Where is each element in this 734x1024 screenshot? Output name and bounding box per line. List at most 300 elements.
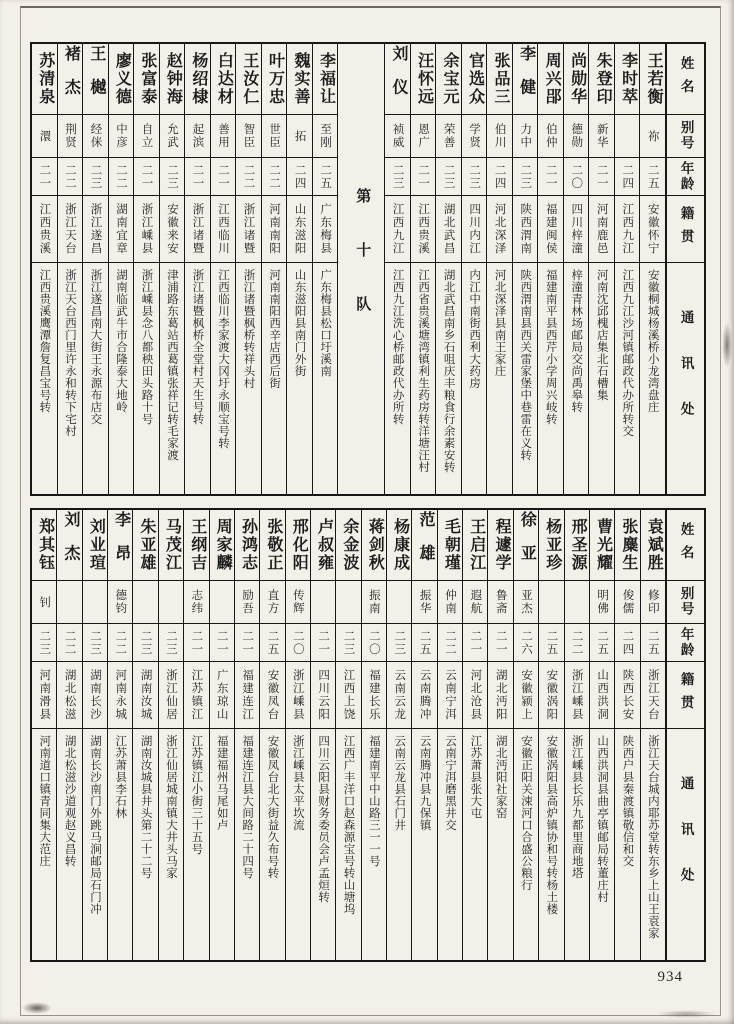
row-header-alias [667,580,704,623]
person-address-cell [83,262,108,494]
person-name-cell [641,510,665,580]
person-name: 王纲吉 [188,518,206,572]
person-address-cell [32,728,56,960]
person-address-cell [159,728,183,960]
person-name: 刘业瑄 [87,518,105,572]
person-native-place-cell [159,661,183,728]
person-native-place-cell [83,195,108,262]
person-alias-cell [590,580,614,623]
person-address-cell [387,728,411,960]
person-native-place: 河南滑县 [38,669,51,721]
person-alias-cell [83,114,108,157]
person-native-place: 河北沧县 [469,669,482,721]
person-name-cell [463,510,487,580]
row-header-label: 年龄 [678,160,694,193]
person-name-cell [108,510,132,580]
person-address: 安徽涡阳县高炉镇协和号转杨土楼 [545,735,558,915]
person-name-cell [160,44,185,114]
person-alias-cell [336,580,360,623]
row-header-name [667,44,704,114]
person-name-cell [513,44,538,114]
person-alias-cell [565,580,589,623]
person-name: 曹光耀 [594,518,612,572]
person-name: 赵钟海 [164,52,182,106]
person-address-cell [538,262,563,494]
person-age-cell [362,623,386,661]
person-age-cell [436,157,461,195]
person-native-place: 安徽涡阳 [545,669,558,721]
person-address-cell [58,262,83,494]
person-native-place: 湖北沔阳 [494,669,507,721]
person-alias: 振华 [418,589,431,615]
person-alias-cell [513,114,538,157]
person-alias-cell [463,580,487,623]
person-name: 王樾 [87,45,105,113]
person-native-place-cell [385,195,410,262]
person-age-cell [538,157,563,195]
person-column [82,44,108,494]
person-name: 徐亚 [518,511,536,579]
person-column [462,510,487,960]
row-header-label: 籍贯 [678,206,694,252]
row-header-label: 别号 [678,586,694,618]
person-alias-cell [286,580,310,623]
person-native-place-cell [57,661,81,728]
person-age: 二三 [139,629,152,656]
person-column [108,44,134,494]
person-native-place: 湖南汝城 [139,669,152,721]
person-name: 杨绍棣 [189,52,207,106]
person-age-cell [387,623,411,661]
person-name-cell [58,44,83,114]
person-native-place: 安徽怀宁 [646,203,659,255]
person-address-cell [83,728,107,960]
person-column [312,44,338,494]
person-alias: 自立 [140,123,153,149]
person-alias-cell [134,114,159,157]
person-name-cell [462,44,487,114]
person-address-cell [185,262,210,494]
person-native-place-cell [488,661,512,728]
person-alias: 学贤 [468,123,481,149]
person-native-place-cell [83,661,107,728]
person-name: 朱登印 [594,52,612,106]
person-age-cell [565,623,589,661]
row-header-label: 籍贯 [678,672,694,718]
person-alias: 亚杰 [520,589,533,615]
person-age-cell [159,623,183,661]
row-header-address [667,728,704,960]
person-address: 山西洪洞县曲亭镇邮局转董庄村 [596,735,609,903]
person-alias: 明佛 [596,589,609,615]
person-age-cell [412,623,436,661]
person-native-place: 浙江仙居 [165,669,178,721]
person-native-place-cell [133,661,157,728]
person-alias-cell [57,580,81,623]
person-name: 汪怀远 [415,52,433,106]
person-native-place: 湖北武昌 [442,203,455,255]
person-address: 浙江嵊县念八都秧田头路十号 [140,269,153,425]
person-alias-cell [210,580,234,623]
person-column [564,510,589,960]
person-name-cell [385,44,410,114]
person-age: 二五 [646,163,659,190]
person-address: 四川云阳县财务委员会卢孟烜转 [317,735,330,903]
person-alias: 励吾 [241,589,254,615]
person-alias-cell [58,114,83,157]
person-address-cell [108,728,132,960]
person-age: 二二 [63,163,76,190]
scan-smudge [22,1002,52,1014]
person-alias: 恩广 [417,123,430,149]
person-age-cell [211,157,236,195]
person-address: 湖北松滋沙道观赵义昌转 [63,735,76,867]
person-age-cell [210,623,234,661]
person-alias-cell [514,580,538,623]
person-address: 安徽正阳关涑河口合盛公粮行 [520,735,533,891]
person-age-cell [160,157,185,195]
person-address: 湖北沔阳社家窑 [494,735,507,819]
person-age-cell [133,623,157,661]
person-age: 二一 [544,163,557,190]
person-name-cell [615,44,640,114]
person-native-place-cell [134,195,159,262]
person-name: 尚勋华 [568,52,586,106]
person-age-cell [411,157,436,195]
roster-table-top [30,42,706,496]
person-age-cell [235,623,259,661]
person-name-cell [236,44,261,114]
page-number: 934 [657,969,683,985]
person-column [234,510,259,960]
person-age: 二三 [165,629,178,656]
person-native-place: 江西贵溪 [38,203,51,255]
person-age: 二二 [114,629,127,656]
person-name-cell [159,510,183,580]
person-column [56,510,81,960]
person-alias: 振南 [367,589,380,615]
person-address-cell [513,262,538,494]
person-name: 卢叔雍 [315,518,333,572]
person-name-cell [235,510,259,580]
person-name-cell [262,44,287,114]
person-name-cell [32,44,57,114]
person-native-place: 广东梅县 [319,203,332,255]
person-native-place-cell [109,195,134,262]
person-alias-cell [438,580,462,623]
person-age-cell [641,623,665,661]
person-native-place-cell [362,661,386,728]
person-name-cell [211,44,236,114]
person-column [435,44,461,494]
person-name: 张敬正 [264,518,282,572]
person-address-cell [184,728,208,960]
person-native-place-cell [487,195,512,262]
person-name: 褚杰 [62,45,80,113]
person-native-place-cell [436,195,461,262]
person-alias-cell [362,580,386,623]
person-name: 王启江 [467,518,485,572]
person-name-cell [336,510,360,580]
person-age: 二〇 [570,163,583,190]
person-alias-cell [564,114,589,157]
person-address: 江西省贵溪塘湾镇利生药房转洋塘汪村 [417,269,430,473]
person-name-cell [538,44,563,114]
person-name: 张麋生 [619,518,637,572]
person-age: 二一 [494,629,507,656]
person-native-place-cell [236,195,261,262]
person-address-cell [539,728,563,960]
person-age: 二六 [520,629,533,656]
person-name: 廖义德 [113,52,131,106]
person-address-cell [488,728,512,960]
person-native-place-cell [287,195,312,262]
person-native-place: 江西上饶 [342,669,355,721]
person-native-place-cell [387,661,411,728]
person-address: 浙江仙居城南镇大井头马家 [165,735,178,879]
person-column [82,510,107,960]
person-age-cell [311,623,335,661]
person-address-cell [236,262,261,494]
row-header-label: 通讯处 [678,309,694,448]
person-native-place: 安徽凤台 [266,669,279,721]
person-native-place: 江西九江 [391,203,404,255]
person-native-place-cell [565,661,589,728]
person-age-cell [589,157,614,195]
person-age: 二三 [88,629,101,656]
person-alias-cell [436,114,461,157]
person-name-cell [590,510,614,580]
person-native-place-cell [589,195,614,262]
person-address-cell [641,728,665,960]
person-alias-cell [641,580,665,623]
person-alias-cell [83,580,107,623]
person-address-cell [109,262,134,494]
person-name: 刘杰 [61,511,79,579]
person-column [335,510,360,960]
person-column [32,44,57,494]
person-age-cell [32,623,56,661]
person-alias: 中彦 [114,123,127,149]
row-header-age [667,157,704,195]
person-address: 安徽凤台北大街益久布号转 [266,735,279,879]
person-alias: 祯威 [391,123,404,149]
person-column [159,44,185,494]
person-age-cell [615,157,640,195]
person-age: 二三 [519,163,532,190]
person-age-cell [58,157,83,195]
person-column [209,510,234,960]
person-native-place: 河南鹿邑 [595,203,608,255]
person-native-place-cell [462,195,487,262]
person-alias-cell [313,114,338,157]
row-header-native-place [667,195,704,262]
person-native-place-cell [538,195,563,262]
person-alias-cell [211,114,236,157]
person-native-place-cell [438,661,462,728]
person-address: 福建福州马尾如卢 [215,735,228,831]
person-name-cell [565,510,589,580]
person-native-place-cell [539,661,563,728]
person-address-cell [160,262,185,494]
person-address-cell [411,262,436,494]
person-name-cell [615,510,639,580]
person-name-cell [311,510,335,580]
person-column [563,44,589,494]
person-alias-cell [589,114,614,157]
person-age: 二四 [293,163,306,190]
person-address: 云南腾冲县九保镇 [418,735,431,831]
person-name-cell [436,44,461,114]
person-name: 白达材 [215,52,233,106]
person-alias: 志纬 [190,589,203,615]
person-native-place: 安徽来安 [166,203,178,255]
person-age-cell [260,623,284,661]
person-age-cell [236,157,261,195]
person-native-place: 福建连江 [241,669,254,721]
person-column [384,44,410,494]
person-name: 张富泰 [138,52,156,106]
person-age-cell [462,157,487,195]
person-name-cell [287,44,312,114]
person-alias-cell [262,114,287,157]
row-header-alias [667,114,704,157]
person-alias-cell [385,114,410,157]
person-name: 马茂江 [163,518,181,572]
person-name: 周家麟 [214,518,232,572]
person-native-place: 河北深泽 [493,203,506,255]
person-alias: 荣善 [442,123,455,149]
person-age: 二二 [242,163,255,190]
person-column [410,44,436,494]
row-header-name [667,510,704,580]
person-native-place-cell [185,195,210,262]
person-address: 浙江天台西门里许永和转下宅村 [63,269,76,437]
person-alias-cell [539,580,563,623]
person-age: 二一 [38,163,51,190]
person-address-cell [514,728,538,960]
person-address: 梓潼青林场邮局交尚禹皋转 [570,269,583,413]
person-address: 福建南平县西芹小学周兴岐转 [544,269,557,425]
person-address: 湖南长沙南门外跳马涧邮局石门冲 [88,735,101,915]
person-age-cell [615,623,639,661]
person-native-place-cell [615,195,640,262]
person-address: 云南云龙县石门井 [393,735,406,831]
person-age: 二二 [63,629,76,656]
scan-smudge [656,1010,716,1018]
person-column [486,44,512,494]
person-alias: 至刚 [319,123,332,149]
person-address: 江西九江洗心桥邮政代办所转 [391,269,404,425]
person-address-cell [134,262,159,494]
person-age: 二四 [621,629,634,656]
person-column [210,44,236,494]
person-column [588,44,614,494]
person-age-cell [83,623,107,661]
person-column [57,44,83,494]
person-native-place: 云南云龙 [393,669,406,721]
person-name-cell [487,44,512,114]
person-column [639,44,665,494]
person-native-place: 湖北松滋 [63,669,76,721]
person-native-place: 江西贵溪 [417,203,430,255]
person-column [133,44,159,494]
person-alias: 拓 [293,129,306,143]
person-native-place: 福建长乐 [367,669,380,721]
person-native-place-cell [564,195,589,262]
row-header-age [667,623,704,661]
person-name: 杨亚珍 [543,518,561,572]
person-name: 叶万忠 [266,52,284,106]
person-alias: 德勋 [570,123,583,149]
person-name-cell [589,44,614,114]
person-address: 广东梅县松口圩溪南 [319,269,332,377]
person-age-cell [487,157,512,195]
person-age: 二二 [114,163,127,190]
person-alias-cell [538,114,563,157]
person-address-cell [463,728,487,960]
person-native-place: 福建闽侯 [544,203,557,255]
person-address: 浙江天台城内耶苏堂转东乡上山王袁家 [646,735,659,939]
person-address-cell [133,728,157,960]
person-age-cell [513,157,538,195]
person-name: 郑其钰 [36,518,54,572]
person-alias-cell [184,580,208,623]
person-age-cell [83,157,108,195]
person-name-cell [438,510,462,580]
person-alias-cell [640,114,665,157]
person-alias-cell [615,114,640,157]
person-address: 河南沈邱槐店集北石槽集 [595,269,608,401]
person-address: 山东滋阳县南门外街 [293,269,306,377]
person-column [32,510,56,960]
person-age: 二五 [418,629,431,656]
person-address-cell [286,728,310,960]
person-native-place-cell [513,195,538,262]
person-age-cell [564,157,589,195]
person-name-cell [640,44,665,114]
person-age: 二三 [166,163,178,190]
person-column [461,44,487,494]
person-column [107,510,132,960]
person-alias-cell [412,580,436,623]
person-age-cell [134,157,159,195]
person-address-cell [235,728,259,960]
person-alias: 智臣 [242,123,255,149]
person-native-place-cell [640,195,665,262]
person-native-place: 云南宁洱 [443,669,456,721]
person-native-place-cell [235,661,259,728]
person-column [512,44,538,494]
person-name: 苏清泉 [36,52,54,106]
person-age: 二一 [595,163,608,190]
person-address: 陕西渭南县西关雷家堡中巷雷在义转 [519,269,532,461]
person-name: 张品三 [492,52,510,106]
person-name: 杨康成 [391,518,409,572]
person-name-cell [83,510,107,580]
person-column [158,510,183,960]
person-native-place: 河南南阳 [268,203,281,255]
person-column [487,510,512,960]
person-address: 河北深泽县南王家庄 [493,269,506,377]
person-address-cell [362,728,386,960]
person-age: 二一 [241,629,254,656]
row-header-label: 别号 [678,120,694,152]
person-address-cell [32,262,57,494]
person-address: 安徽桐城杨溪桥小龙湾盘庄 [646,269,659,413]
person-name-cell [564,44,589,114]
person-name-cell [134,44,159,114]
